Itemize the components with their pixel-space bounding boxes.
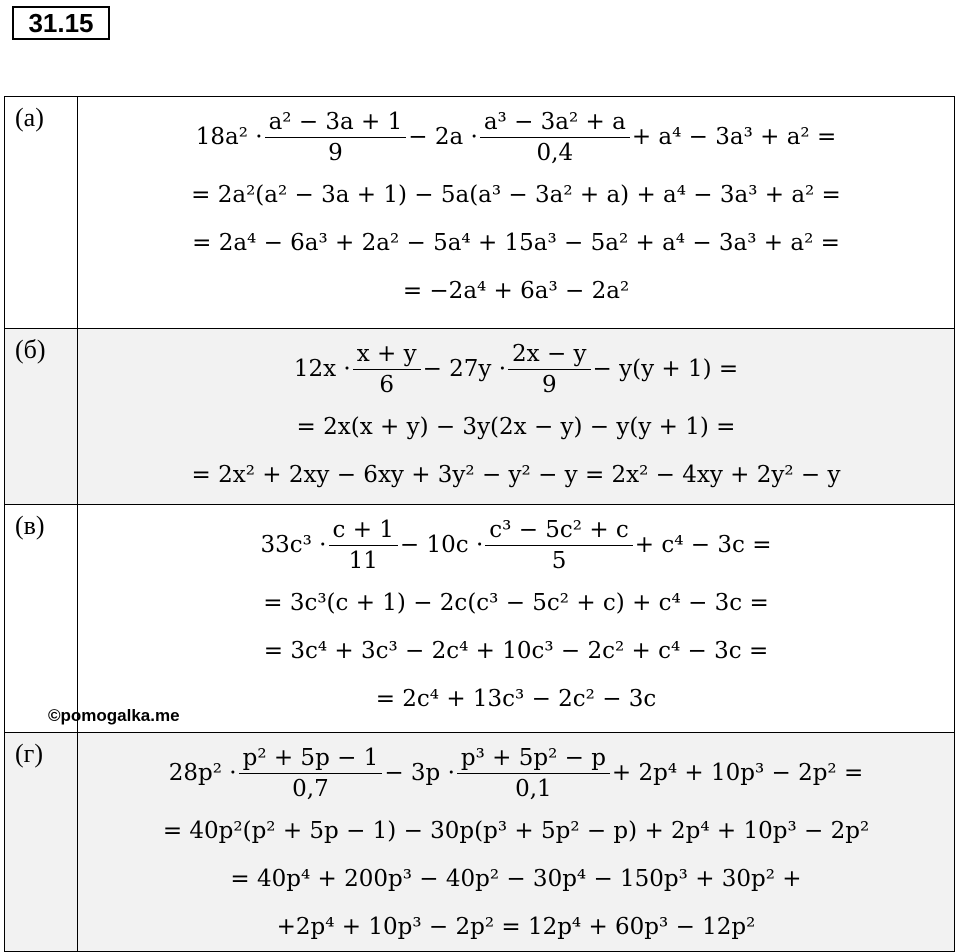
- expr-text: − 3p ·: [384, 760, 455, 786]
- part-d-solution: [78, 733, 955, 952]
- part-b-line-3: = 2x² + 2xy − 6xy + 3y² − y² − y = 2x² − 4xy + 2y² − y: [191, 462, 841, 488]
- expr-text: − 2a ·: [408, 124, 478, 150]
- denominator: 0,4: [536, 139, 574, 166]
- part-d-line-4: +2p⁴ + 10p³ − 2p² = 12p⁴ + 60p³ − 12p²: [276, 914, 756, 940]
- denominator: 0,7: [292, 775, 329, 802]
- problem-number: 31.15: [12, 6, 110, 40]
- denominator: 11: [348, 547, 378, 574]
- expr-text: − y(y + 1) =: [592, 356, 739, 382]
- part-b-line-1: [294, 335, 738, 403]
- expr-text: 18a² ·: [195, 124, 263, 150]
- expr-text: + 2p⁴ + 10p³ − 2p² =: [611, 760, 864, 786]
- denominator: 6: [379, 371, 394, 398]
- part-b-line-2: = 2x(x + y) − 3y(2x − y) − y(y + 1) =: [296, 414, 736, 440]
- numerator: a³ − 3a² + a: [480, 107, 630, 138]
- part-a-line-2: = 2a²(a² − 3a + 1) − 5a(a³ − 3a² + a) + a⁴ − 3a³ + a² =: [191, 182, 841, 208]
- part-d-line-1: [169, 739, 864, 807]
- part-c-line-2: = 3c³(c + 1) − 2c(c³ − 5c² + c) + c⁴ − 3c =: [263, 590, 769, 616]
- numerator: p³ + 5p² − p: [457, 743, 610, 774]
- watermark: ©pomogalka.me: [48, 706, 180, 725]
- fraction: [485, 515, 633, 576]
- numerator: a² − 3a + 1: [265, 107, 407, 138]
- part-c-label: (в): [5, 505, 78, 733]
- solution-table: [4, 96, 955, 952]
- expr-text: 33c³ ·: [260, 532, 327, 558]
- part-d-label: (г): [5, 733, 78, 952]
- part-a-label: (а): [5, 97, 78, 329]
- part-b-row: [5, 329, 955, 505]
- part-c-row: [5, 505, 955, 733]
- numerator: c + 1: [329, 515, 398, 546]
- numerator: p² + 5p − 1: [239, 743, 383, 774]
- numerator: x + y: [353, 339, 421, 370]
- denominator: 9: [328, 139, 343, 166]
- fraction: [508, 339, 591, 400]
- part-a-row: [5, 97, 955, 329]
- expr-text: 12x ·: [293, 356, 351, 382]
- fraction: [265, 107, 407, 168]
- fraction: [480, 107, 630, 168]
- fraction: [457, 743, 610, 804]
- part-c-solution: [78, 505, 955, 733]
- denominator: 9: [541, 371, 557, 398]
- denominator: 5: [551, 547, 567, 574]
- expr-text: + a⁴ − 3a³ + a² =: [631, 124, 837, 150]
- expr-text: + c⁴ − 3c =: [634, 532, 772, 558]
- part-d-line-3: = 40p⁴ + 200p³ − 40p² − 30p⁴ − 150p³ + 30p² +: [230, 866, 802, 892]
- fraction: [329, 515, 398, 576]
- part-c-line-3: = 3c⁴ + 3c³ − 2c⁴ + 10c³ − 2c² + c⁴ − 3c =: [263, 638, 769, 664]
- expr-text: − 10c ·: [399, 532, 484, 558]
- numerator: c³ − 5c² + c: [485, 515, 633, 546]
- part-d-line-2: = 40p²(p² + 5p − 1) − 30p(p³ + 5p² − p) + 2p⁴ + 10p³ − 2p²: [162, 818, 870, 844]
- fraction: [353, 339, 421, 400]
- numerator: 2x − y: [508, 339, 591, 370]
- part-a-line-3: = 2a⁴ − 6a³ + 2a² − 5a⁴ + 15a³ − 5a² + a⁴ − 3a³ + a² =: [192, 230, 840, 256]
- part-b-solution: [78, 329, 955, 505]
- part-a-line-4: = −2a⁴ + 6a³ − 2a²: [402, 278, 630, 304]
- expr-text: 28p² ·: [168, 760, 237, 786]
- fraction: [239, 743, 383, 804]
- denominator: 0,1: [515, 775, 552, 802]
- part-a-solution: [78, 97, 955, 329]
- expr-text: − 27y ·: [422, 356, 507, 382]
- part-d-row: [5, 733, 955, 952]
- part-c-line-4: = 2c⁴ + 13c³ − 2c² − 3c: [375, 686, 657, 712]
- part-b-label: (б): [5, 329, 78, 505]
- part-a-line-1: [196, 103, 836, 171]
- part-c-line-1: [261, 511, 772, 579]
